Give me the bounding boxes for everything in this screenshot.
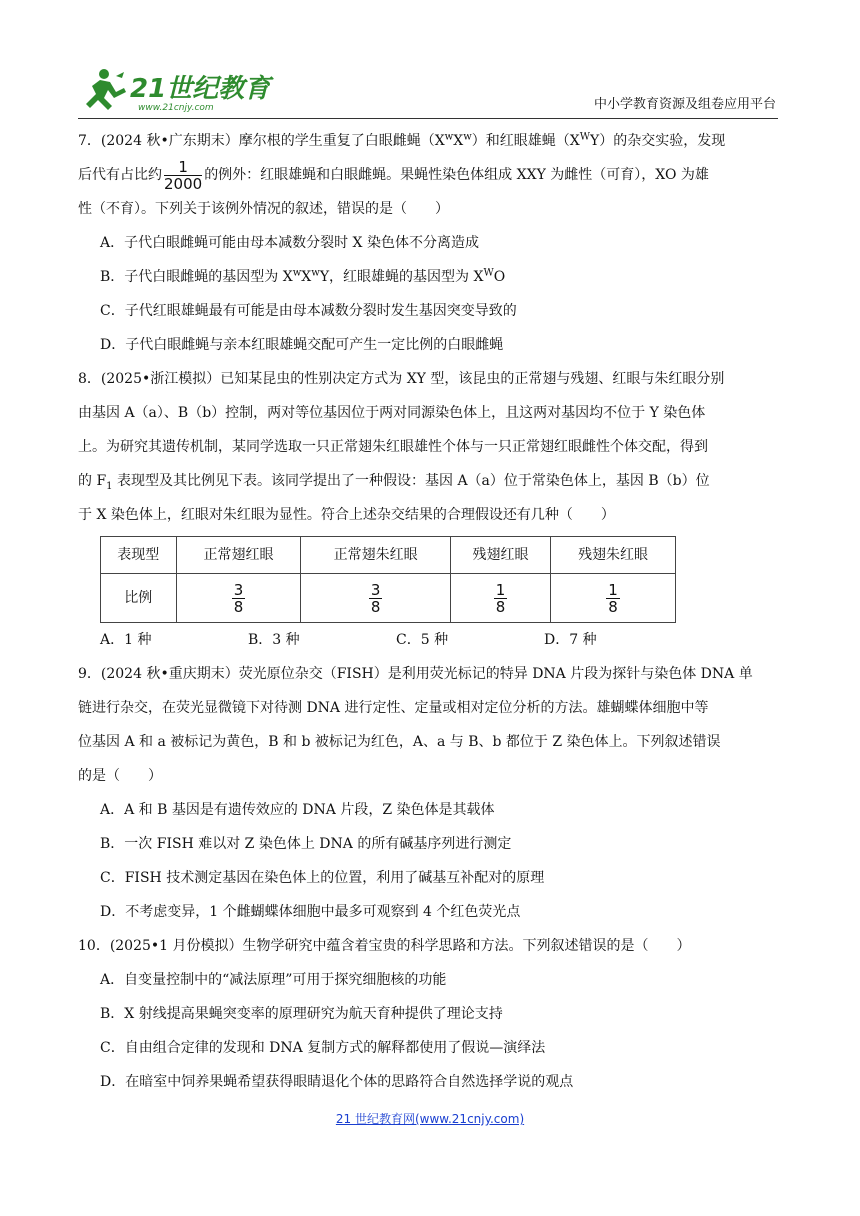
q7-option-c: C．子代红眼雄蝇最有可能是由母本减数分裂时发生基因突变导致的 bbox=[100, 303, 517, 319]
table-cell: $\frac{3}{8}$ bbox=[176, 574, 301, 623]
svg-text:21世纪教育: 21世纪教育 bbox=[130, 74, 271, 104]
table-cell: $\frac{1}{8}$ bbox=[450, 574, 550, 623]
table-header-cell: 正常翅红眼 bbox=[176, 537, 301, 574]
table-row-label: 比例 bbox=[101, 574, 177, 623]
table-header-cell: 表现型 bbox=[101, 537, 177, 574]
table-header-cell: 正常翅朱红眼 bbox=[301, 537, 450, 574]
q8-option-a: A．1 种 bbox=[100, 632, 152, 648]
table-header-cell: 残翅红眼 bbox=[450, 537, 550, 574]
question-9: 9．(2024 秋•重庆期末）荧光原位杂交（FISH）是利用荧光标记的特异 DNA 片段为探针与染色体 DNA 单 链进行杂交，在荧光显微镜下对待测 DNA 进行定性、定量或相对定位分析的方法。雄蝴蝶体细胞中等 位基因 A 和 a 被标记为黄色，B 和 b 被标记为红色，A、a 与 B、b 都位于 Z 染色体上。下列叙述错误 的是（ ） bbox=[78, 666, 753, 784]
footer-link[interactable]: 21 世纪教育网(www.21cnjy.com) bbox=[335, 1112, 525, 1126]
q9-option-c: C．FISH 技术测定基因在染色体上的位置，利用了碱基互补配对的原理 bbox=[100, 870, 545, 886]
question-8: 8．(2025•浙江模拟）已知某昆虫的性别决定方式为 XY 型，该昆虫的正常翅与残翅、红眼与朱红眼分别 由基因 A（a）、B（b）控制，两对等位基因位于两对同源染色体上，且这两对基因均不位于 Y 染色体 上。为研究其遗传机制，某同学选取一只正常翅朱红眼雄性个体与一只正常翅红眼雌性个体交配，得到 的 $F_1$ 表现型及其比例见下表。该同学提出了一种假设：基因 A（a）位于常染色体上，基因 B（b）位 于 X 染色体上，红眼对朱红眼为显性。符合上述杂交结果的合理假设还有几种（ ） bbox=[78, 371, 725, 523]
site-logo bbox=[78, 66, 318, 114]
platform-name: 中小学教育资源及组卷应用平台 bbox=[593, 97, 776, 112]
question-10: 10．(2025•1 月份模拟）生物学研究中蕴含着宝贵的科学思路和方法。下列叙述错误的是（ ） bbox=[78, 938, 691, 954]
q7-option-b: B．子代白眼雌蝇的基因型为 $X^wX^wY$，红眼雄蝇的基因型为 $X^WO$ bbox=[100, 267, 506, 285]
table-cell: $\frac{3}{8}$ bbox=[301, 574, 450, 623]
table-cell: $\frac{1}{8}$ bbox=[551, 574, 676, 623]
q10-option-a: A．自变量控制中的“减法原理”可用于探究细胞核的功能 bbox=[100, 972, 447, 988]
question-7: 7．(2024 秋•广东期末）摩尔根的学生重复了白眼雌蝇$(X^wX^w)$和红眼雄蝇$(X^WY)$的杂交实验，发现 后代有占比约 $\frac{1}{2000}$ 的例外：红眼雄蝇和白眼雌蝇。果蝇性染色体组成 XXY 为雌性（可育），XO 为雄 性（不育）。下列关于该例外情况的叙述，错误的是（ ） bbox=[78, 131, 726, 217]
q8-option-b: B．3 种 bbox=[248, 632, 300, 648]
fraction-1-2000: $\frac{1}{2000}$ bbox=[164, 157, 203, 193]
q10-option-b: B．X 射线提高果蝇突变率的原理研究为航天育种提供了理论支持 bbox=[100, 1006, 503, 1022]
q10-option-d: D．在暗室中饲养果蝇希望获得眼睛退化个体的思路符合自然选择学说的观点 bbox=[100, 1074, 574, 1090]
q8-option-c: C．5 种 bbox=[396, 632, 449, 648]
q9-option-b: B．一次 FISH 难以对 Z 染色体上 DNA 的所有碱基序列进行测定 bbox=[100, 836, 512, 852]
q8-option-d: D．7 种 bbox=[544, 632, 597, 648]
phenotype-table bbox=[100, 536, 676, 623]
page-footer bbox=[0, 1110, 860, 1127]
q9-option-a: A．A 和 B 基因是有遗传效应的 DNA 片段，Z 染色体是其载体 bbox=[100, 802, 495, 818]
q8-answers bbox=[100, 623, 788, 657]
page-header bbox=[78, 64, 778, 119]
table-header-cell: 残翅朱红眼 bbox=[551, 537, 676, 574]
q7-option-a: A．子代白眼雌蝇可能由母本减数分裂时 X 染色体不分离造成 bbox=[100, 235, 479, 251]
question-content bbox=[78, 124, 788, 1099]
svg-text:www.21cnjy.com: www.21cnjy.com bbox=[138, 103, 214, 113]
q9-option-d: D．不考虑变异，1 个雌蝴蝶体细胞中最多可观察到 4 个红色荧光点 bbox=[100, 904, 521, 920]
q10-option-c: C．自由组合定律的发现和 DNA 复制方式的解释都使用了假说—演绎法 bbox=[100, 1040, 546, 1056]
q7-option-d: D．子代白眼雌蝇与亲本红眼雄蝇交配可产生一定比例的白眼雌蝇 bbox=[100, 337, 504, 353]
